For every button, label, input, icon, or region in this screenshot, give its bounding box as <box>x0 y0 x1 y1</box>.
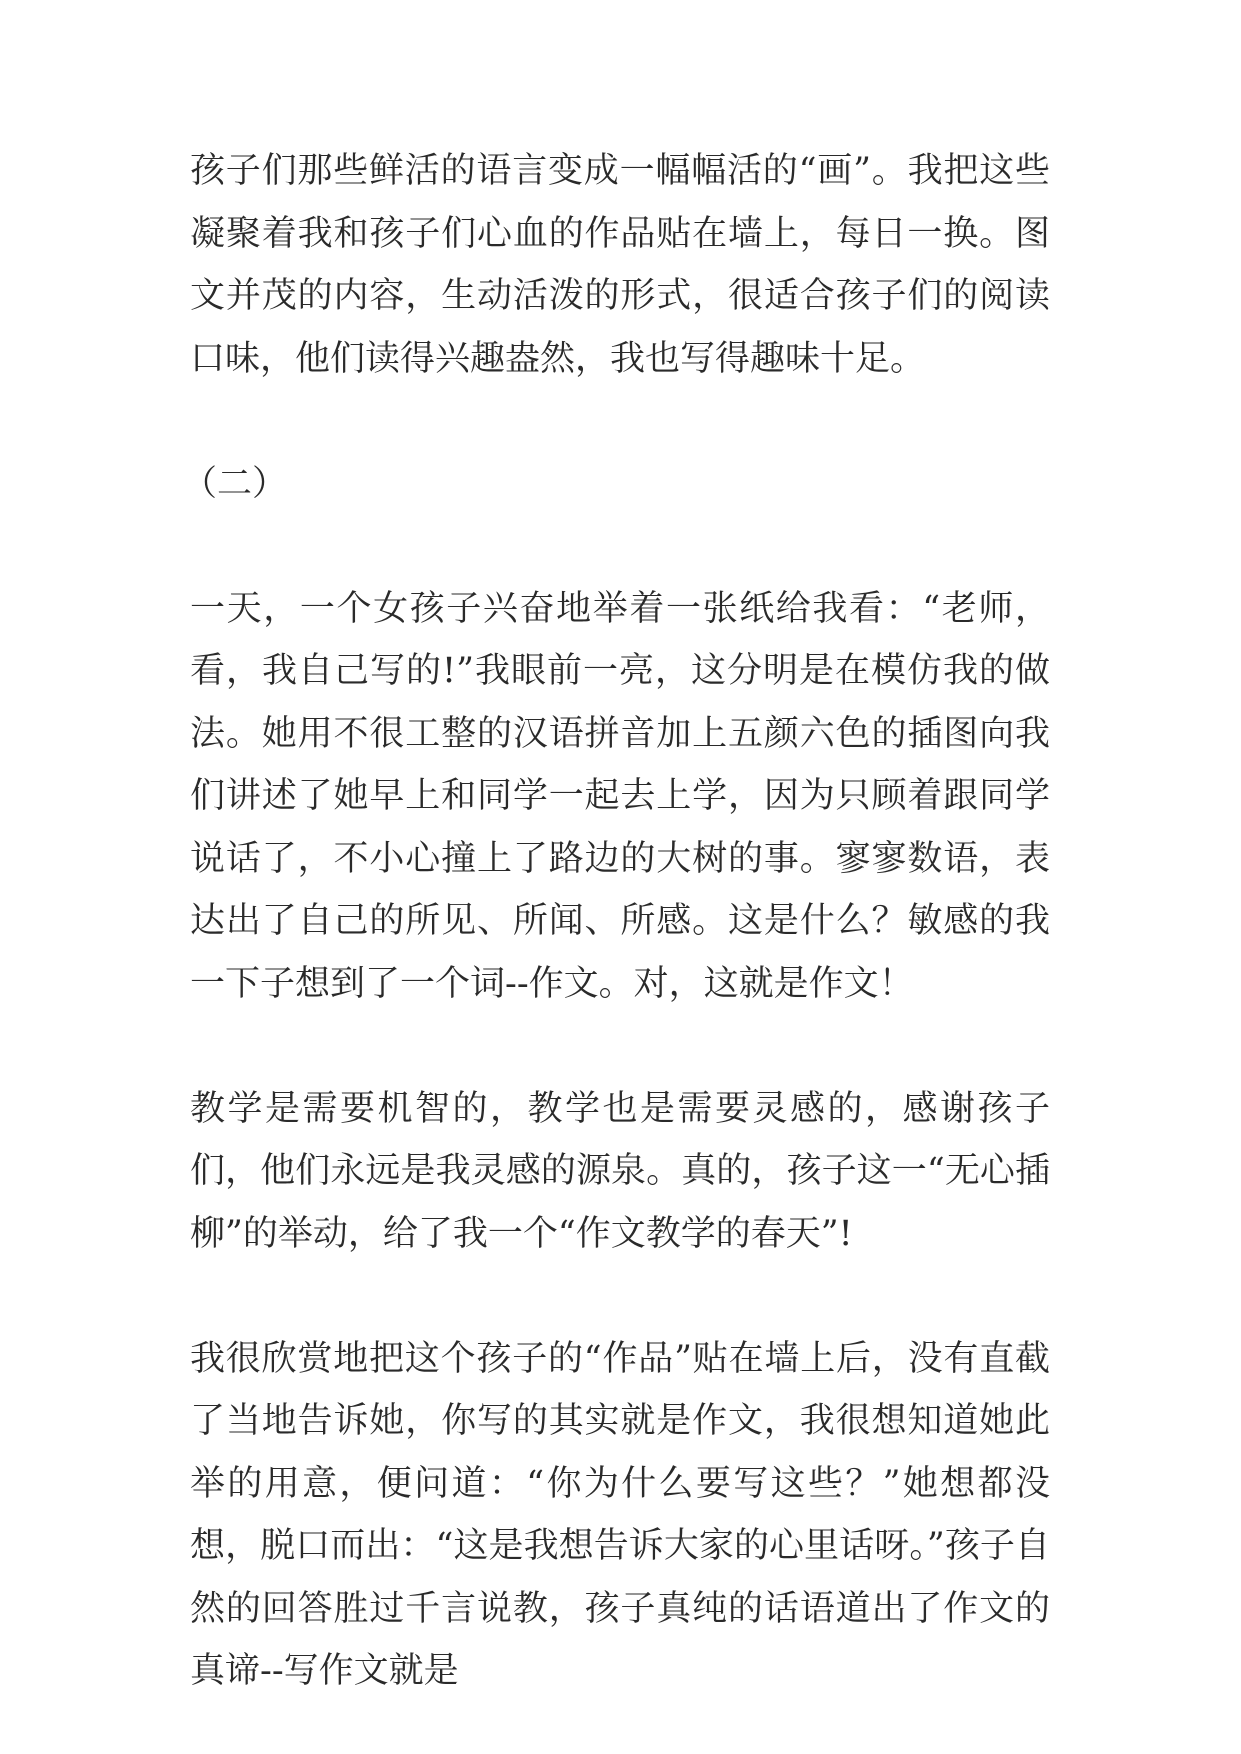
paragraph: 一天，一个女孩子兴奋地举着一张纸给我看：“老师，看，我自己写的!”我眼前一亮，这分明是在模仿我的做法。她用不很工整的汉语拼音加上五颜六色的插图向我们讲述了她早上和同学一起去上学，因为只顾着跟同学说话了，不小心撞上了路边的大树的事。寥寥数语，表达出了自己的所见、所闻、所感。这是什么？敏感的我一下子想到了一个词--作文。对，这就是作文！ <box>190 588 1050 1004</box>
paragraph-gap <box>190 1015 1050 1078</box>
document-page <box>182 140 1050 1703</box>
paragraph: 教学是需要机智的，教学也是需要灵感的，感谢孩子们，他们永远是我灵感的源泉。真的，孩子这一“无心插柳”的举动，给了我一个“作文教学的春天”! <box>190 1088 1050 1254</box>
paragraph-gap <box>190 515 1050 578</box>
paragraph-gap <box>190 390 1050 453</box>
paragraph: 我很欣赏地把这个孩子的“作品”贴在墙上后，没有直截了当地告诉她，你写的其实就是作文，我很想知道她此举的用意，便问道：“你为什么要写这些？”她想都没想，脱口而出：“这是我想告诉大家的心里话呀。”孩子自然的回答胜过千言说教，孩子真纯的话语道出了作文的真谛--写作文就是 <box>190 1338 1050 1691</box>
paragraph-gap <box>190 1265 1050 1328</box>
paragraph: 孩子们那些鲜活的语言变成一幅幅活的“画”。我把这些凝聚着我和孩子们心血的作品贴在墙上，每日一换。图文并茂的内容，生动活泼的形式，很适合孩子们的阅读口味，他们读得兴趣盎然，我也写得趣味十足。 <box>190 151 1050 379</box>
section-heading: （二） <box>182 463 288 504</box>
